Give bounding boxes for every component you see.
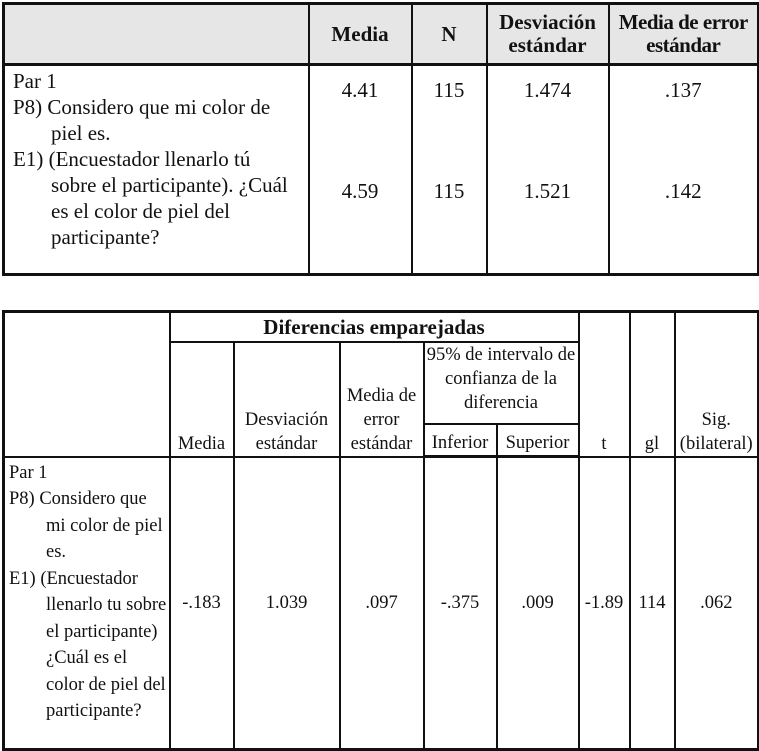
header-t: t [579, 312, 630, 457]
header-superior: Superior [497, 424, 579, 457]
paired-differences-table [2, 310, 759, 751]
t-value: -1.89 [579, 457, 630, 750]
media-p8: 4.41 [341, 77, 379, 102]
header-media: Media [309, 4, 412, 65]
header-gl: gl [630, 312, 675, 457]
media-cell [309, 65, 412, 275]
row-labels [4, 65, 309, 275]
header-media: Media [170, 342, 234, 457]
header-desviacion: Desviación estándar [234, 342, 340, 457]
error-value: .097 [340, 457, 424, 750]
gl-value: 114 [630, 457, 675, 750]
header-error: Media de error estándar [609, 4, 759, 65]
table-row [4, 457, 759, 750]
desviacion-value: 1.039 [234, 457, 340, 750]
variable-label-e1: E1) (Encuestador llenarlo tu sobre el participante) ¿Cuál es el color de piel del participante? [9, 568, 167, 721]
media-value: -.183 [170, 457, 234, 750]
superior-value: .009 [497, 457, 579, 750]
group-header: Diferencias emparejadas [170, 312, 579, 343]
variable-label-p8: P8) Considero que mi color de piel es. [13, 95, 271, 145]
error-cell [609, 65, 759, 275]
variable-label-e1: E1) (Encuestador llenarlo tú sobre el participante). ¿Cuál es el color de piel del participante? [13, 147, 288, 249]
header-sig: Sig. (bilateral) [675, 312, 759, 457]
pair-label: Par 1 [9, 462, 48, 483]
header-empty [4, 4, 309, 65]
header-row [4, 4, 759, 65]
error-e1: .142 [664, 178, 702, 203]
inferior-value: -.375 [424, 457, 497, 750]
header-row-1 [4, 312, 759, 343]
sig-value: .062 [675, 457, 759, 750]
header-ci: 95% de intervalo de confianza de la diferencia [424, 342, 579, 424]
n-cell [412, 65, 487, 275]
header-empty [4, 312, 170, 457]
table-row [4, 65, 759, 275]
n-p8: 115 [433, 77, 465, 102]
desviacion-cell [487, 65, 609, 275]
desviacion-e1: 1.521 [523, 178, 572, 203]
desviacion-p8: 1.474 [523, 77, 572, 102]
row-labels [4, 457, 170, 750]
pair-label: Par 1 [13, 69, 57, 93]
header-desviacion: Desviación estándar [487, 4, 609, 65]
n-e1: 115 [433, 178, 465, 203]
header-n: N [412, 4, 487, 65]
paired-statistics-table [2, 2, 759, 276]
variable-label-p8: P8) Considero que mi color de piel es. [9, 489, 163, 562]
media-e1: 4.59 [341, 178, 379, 203]
error-p8: .137 [664, 77, 702, 102]
header-error: Media de error estándar [340, 342, 424, 457]
header-inferior: Inferior [424, 424, 497, 457]
